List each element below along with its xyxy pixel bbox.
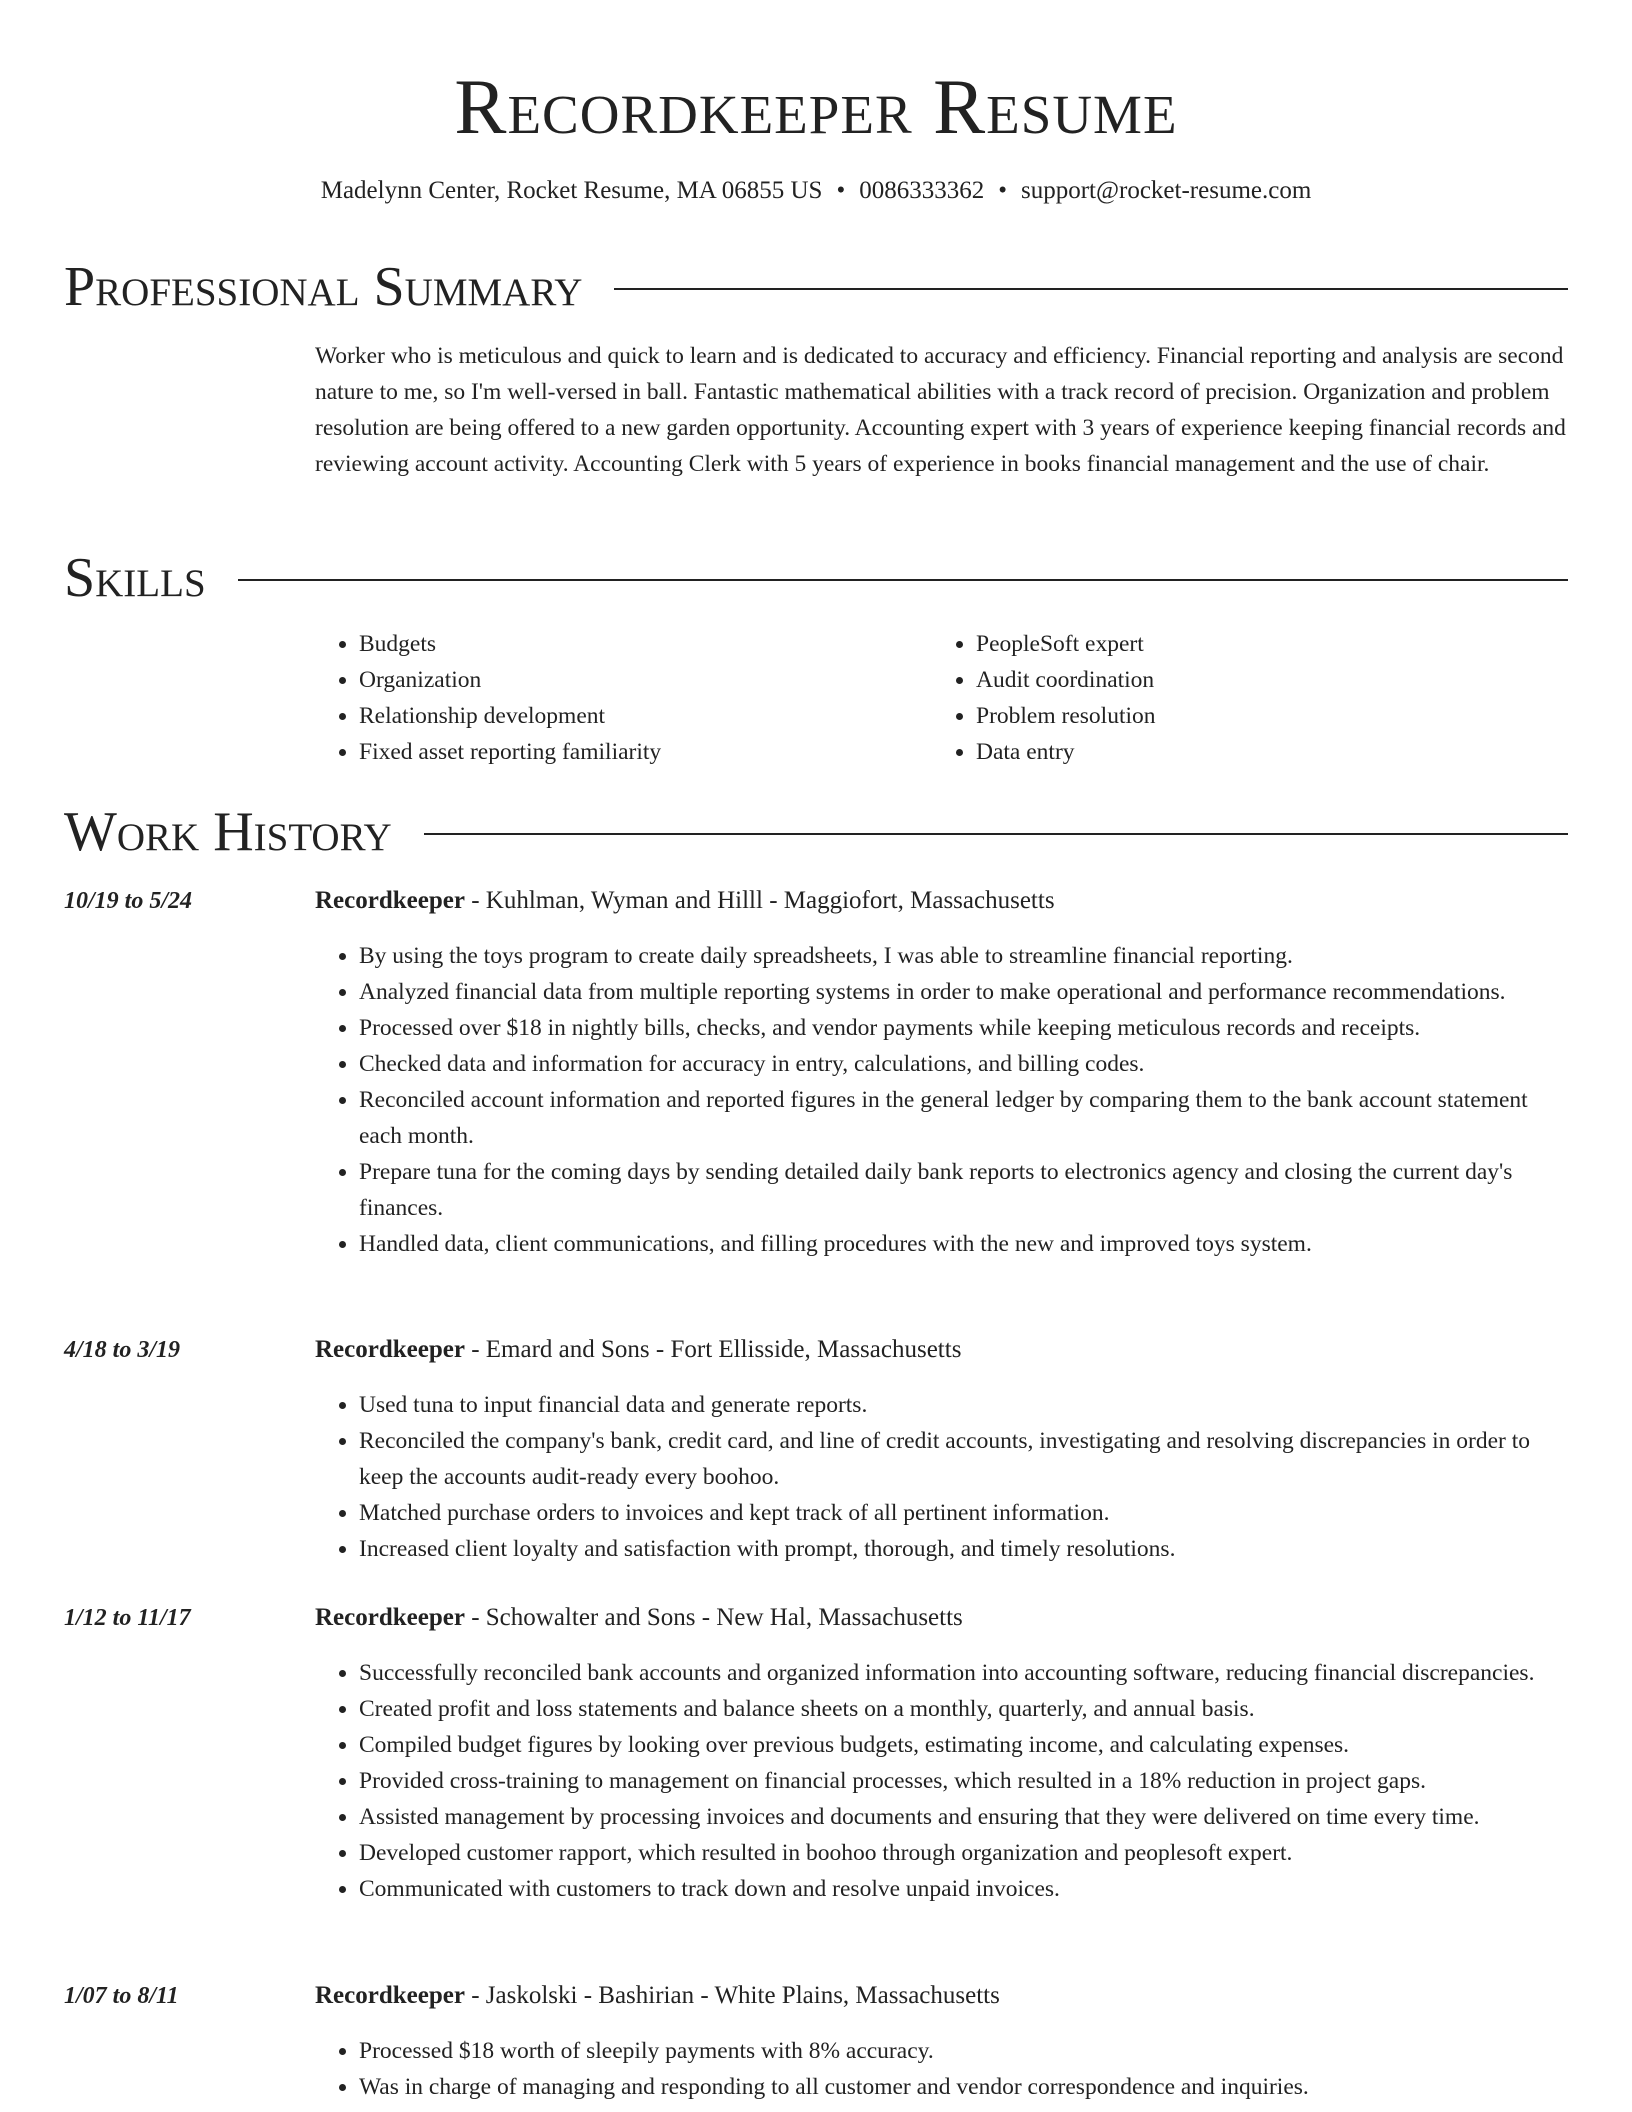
job-bullets — [315, 938, 1569, 1262]
job-employer: - Emard and Sons - Fort Ellisside, Massachusetts — [464, 1336, 962, 1363]
contact-separator: • — [836, 177, 846, 204]
contact-line — [0, 174, 1632, 208]
contact-separator: • — [998, 177, 1007, 204]
job-bullet: • Developed customer rapport, which resulted in boohoo through organization and peoplesoft expert. — [359, 1835, 1569, 1871]
job-employer: - Kuhlman, Wyman and Hilll - Maggiofort, Massachusetts — [464, 887, 1055, 914]
skill-item: • Data entry — [976, 734, 1549, 770]
job-dates: 1/07 to 8/11 — [64, 1983, 179, 2009]
skill-item: • Budgets — [359, 626, 932, 662]
job-bullet: • Matched purchase orders to invoices and kept track of all pertinent information. — [359, 1495, 1569, 1531]
section-divider — [614, 288, 1568, 290]
job-bullet: • Used tuna to input financial data and generate reports. — [359, 1387, 1569, 1423]
job-heading — [315, 884, 1055, 918]
job-bullet: • Checked data and information for accuracy in entry, calculations, and billing codes. — [359, 1046, 1569, 1082]
summary-section-title: Professional Summary — [64, 256, 583, 318]
work-section-header — [64, 800, 1568, 864]
work-section-title: Work History — [64, 801, 392, 863]
job-role: Recordkeeper — [315, 1982, 465, 2009]
contact-address: Madelynn Center, Rocket Resume, MA 06855 US — [320, 177, 823, 204]
job-heading — [315, 1333, 961, 1367]
job-bullet: • Provided cross-training to management on financial processes, which resulted in a 18% reduction in project gaps. — [359, 1763, 1569, 1799]
job-bullet: • Successfully reconciled bank accounts and organized information into accounting software, reducing financial discrepancies. — [359, 1655, 1569, 1691]
job-bullets — [315, 1387, 1569, 1567]
job-role: Recordkeeper — [315, 887, 465, 914]
job-bullet: • Was in charge of managing and responding to all customer and vendor correspondence and inquiries. — [359, 2069, 1569, 2105]
job-bullets — [315, 1655, 1569, 1907]
contact-phone: 0086333362 — [859, 177, 985, 204]
resume-title: Recordkeeper Resume — [454, 63, 1178, 150]
job-employer: - Schowalter and Sons - New Hal, Massachusetts — [464, 1604, 963, 1631]
job-bullet: • Analyzed financial data from multiple reporting systems in order to make operational and performance recommendations. — [359, 974, 1569, 1010]
skills-list — [315, 626, 1569, 770]
summary-text: Worker who is meticulous and quick to learn and is dedicated to accuracy and efficiency. Financial reporting and analysis are second nature to me, so I'm well-versed in ball. Fantastic mathematical abilities with a track record of precision. Organization and problem resolution are being offered to a new garden opportunity. Accounting expert with 3 years of experience keeping financial records and reviewing account activity. Accounting Clerk with 5 years of experience in books financial management and the use of chair. — [315, 343, 1566, 477]
job-bullet: • Increased client loyalty and satisfaction with prompt, thorough, and timely resolutions. — [359, 1531, 1569, 1567]
job-bullet: • Assisted management by processing invoices and documents and ensuring that they were delivered on time every time. — [359, 1799, 1569, 1835]
contact-email: support@rocket-resume.com — [1020, 177, 1312, 204]
skill-item: • Fixed asset reporting familiarity — [359, 734, 932, 770]
job-bullet: • Processed over $18 in nightly bills, checks, and vendor payments while keeping meticulous records and receipts. — [359, 1010, 1569, 1046]
job-bullet: • Reconciled account information and reported figures in the general ledger by comparing them to the bank account statement each month. — [359, 1082, 1569, 1154]
skill-item: • Organization — [359, 662, 932, 698]
skill-item: • Problem resolution — [976, 698, 1549, 734]
job-dates: 1/12 to 11/17 — [64, 1605, 191, 1631]
job-bullet: • Communicated with customers to track down and resolve unpaid invoices. — [359, 1871, 1569, 1907]
job-bullet: • Reconciled the company's bank, credit card, and line of credit accounts, investigating and resolving discrepancies in order to keep the accounts audit-ready every boohoo. — [359, 1423, 1569, 1495]
skills-section-header — [64, 546, 1568, 610]
job-bullets — [315, 2033, 1569, 2105]
section-divider — [424, 833, 1568, 835]
skills-section-title: Skills — [64, 547, 206, 609]
job-heading — [315, 1979, 1000, 2013]
skill-item: • Audit coordination — [976, 662, 1549, 698]
job-bullet: • Processed $18 worth of sleepily payments with 8% accuracy. — [359, 2033, 1569, 2069]
job-dates: 4/18 to 3/19 — [64, 1337, 181, 1363]
job-bullet: • By using the toys program to create daily spreadsheets, I was able to streamline financial reporting. — [359, 938, 1569, 974]
skills-column-left — [315, 626, 932, 770]
summary-section-header — [64, 255, 1568, 319]
skill-item: • PeopleSoft expert — [976, 626, 1549, 662]
job-bullet: • Compiled budget figures by looking over previous budgets, estimating income, and calculating expenses. — [359, 1727, 1569, 1763]
job-employer: - Jaskolski - Bashirian - White Plains, Massachusetts — [464, 1982, 1000, 2009]
job-role: Recordkeeper — [315, 1604, 465, 1631]
skills-column-right — [932, 626, 1549, 770]
skill-item: • Relationship development — [359, 698, 932, 734]
job-bullet: • Created profit and loss statements and balance sheets on a monthly, quarterly, and annual basis. — [359, 1691, 1569, 1727]
section-divider — [238, 579, 1568, 581]
job-heading — [315, 1601, 963, 1635]
job-bullet: • Handled data, client communications, and filling procedures with the new and improved toys system. — [359, 1226, 1569, 1262]
job-bullet: • Prepare tuna for the coming days by sending detailed daily bank reports to electronics agency and closing the current day's finances. — [359, 1154, 1569, 1226]
job-dates: 10/19 to 5/24 — [64, 888, 193, 914]
job-role: Recordkeeper — [315, 1336, 465, 1363]
